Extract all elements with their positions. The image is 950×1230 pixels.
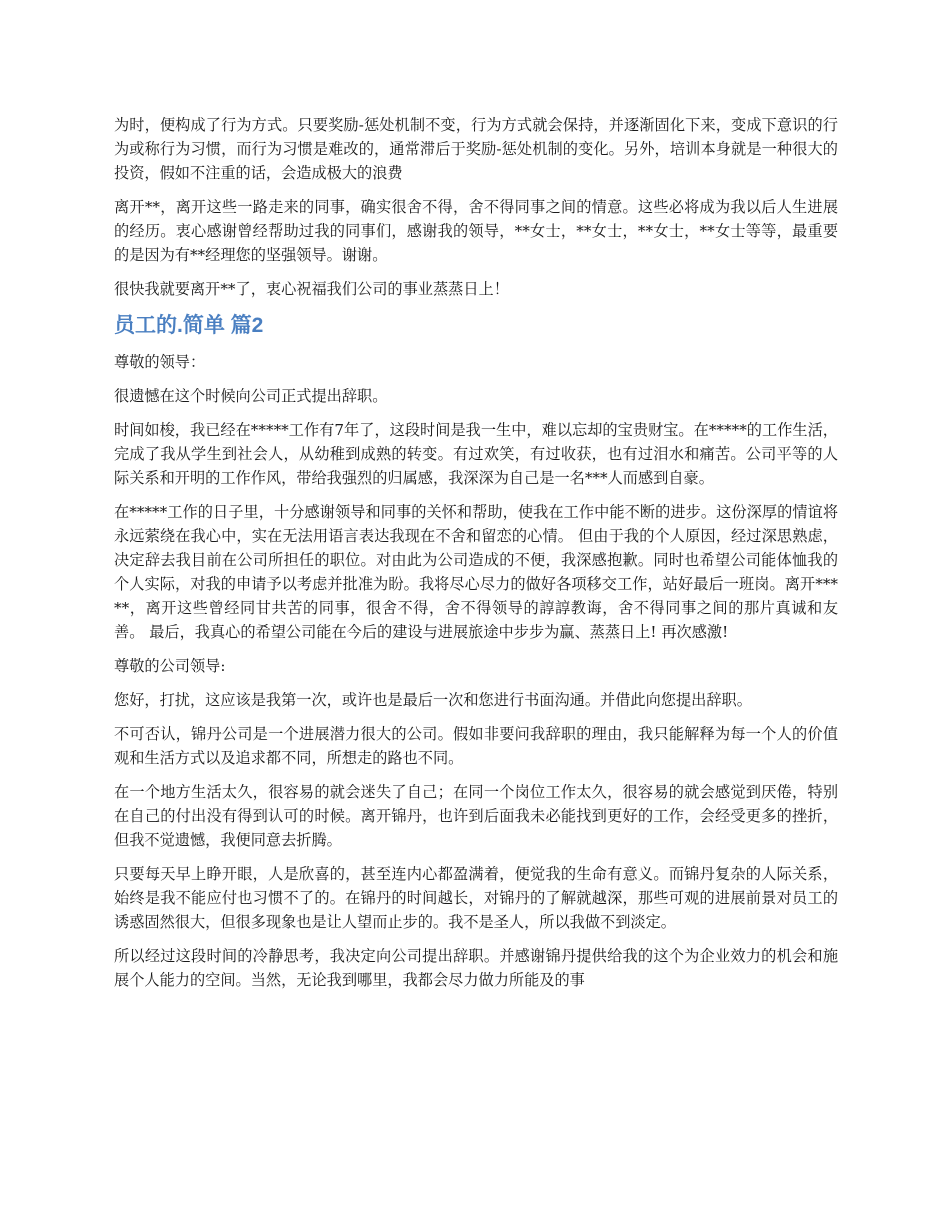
paragraph: 离开**，离开这些一路走来的同事，确实很舍不得，舍不得同事之间的情意。这些必将成为我以后人生进展的经历。衷心感谢曾经帮助过我的同事们，感谢我的领导，**女士，**女士，**女士，**女士等等，最重要的是因为有**经理您的坚强领导。谢谢。	[114, 198, 838, 264]
paragraph: 所以经过这段时间的冷静思考，我决定向公司提出辞职。并感谢锦丹提供给我的这个为企业效力的机会和施展个人能力的空间。当然，无论我到哪里，我都会尽力做力所能及的事	[114, 947, 838, 989]
section-heading: 员工的.简单 篇2	[114, 314, 264, 337]
paragraph: 为时，便构成了行为方式。只要奖励-惩处机制不变，行为方式就会保持，并逐渐固化下来，变成下意识的行为或称行为习惯，而行为习惯是难改的，通常滞后于奖励-惩处机制的变化。另外，培训本身就是一种很大的投资，假如不注重的话，会造成极大的浪费	[114, 116, 838, 182]
salutation: 尊敬的领导：	[114, 353, 206, 371]
paragraph: 在*****工作的日子里，十分感谢领导和同事的关怀和帮助，使我在工作中能不断的进步。这份深厚的情谊将永远萦绕在我心中，实在无法用语言表达我现在不舍和留恋的心情。 但由于我的个人原因，经过深思熟虑，决定辞去我目前在公司所担任的职位。对由此为公司造成的不便，我深感抱歉。同时也希望公司能体恤我的个人实际，对我的申请予以考虑并批准为盼。我将尽心尽力的做好各项移交工作，站好最后一班岗。离开*****，离开这些曾经同甘共苦的同事，很舍不得，舍不得领导的諄諄教诲，舍不得同事之间的那片真诚和友善。 最后，我真心的希望公司能在今后的建设与进展旅途中步步为赢、蒸蒸日上! 再次感激!	[114, 503, 838, 641]
paragraph: 很遗憾在这个时候向公司正式提出辞职。	[114, 387, 388, 405]
paragraph: 时间如梭，我已经在*****工作有7年了，这段时间是我一生中，难以忘却的宝贵财宝。在*****的工作生活，完成了我从学生到社会人，从幼稚到成熟的转变。有过欢笑，有过收获，也有过泪水和痛苦。公司平等的人际关系和开明的工作作风，带给我强烈的归属感，我深深为自己是一名***人而感到自豪。	[114, 421, 838, 487]
paragraph: 您好，打扰，这应该是我第一次，或许也是最后一次和您进行书面沟通。并借此向您提出辞职。	[114, 691, 752, 709]
document-page	[114, 113, 838, 1002]
salutation: 尊敬的公司领导:	[114, 657, 226, 675]
paragraph: 很快我就要离开**了，衷心祝福我们公司的事业蒸蒸日上！	[114, 280, 509, 298]
paragraph: 在一个地方生活太久，很容易的就会迷失了自己；在同一个岗位工作太久，很容易的就会感觉到厌倦，特别在自己的付出没有得到认可的时候。离开锦丹，也许到后面我未必能找到更好的工作，会经受更多的挫折，但我不觉遗憾，我便同意去折腾。	[114, 783, 838, 849]
paragraph: 只要每天早上睁开眼，人是欣喜的，甚至连内心都盈满着，便觉我的生命有意义。而锦丹复杂的人际关系，始终是我不能应付也习惯不了的。在锦丹的时间越长，对锦丹的了解就越深，那些可观的进展前景对员工的诱惑固然很大，但很多现象也是让人望而止步的。我不是圣人，所以我做不到淡定。	[114, 865, 838, 931]
paragraph: 不可否认，锦丹公司是一个进展潜力很大的公司。假如非要问我辞职的理由，我只能解释为每一个人的价值观和生活方式以及追求都不同，所想走的路也不同。	[114, 725, 838, 767]
